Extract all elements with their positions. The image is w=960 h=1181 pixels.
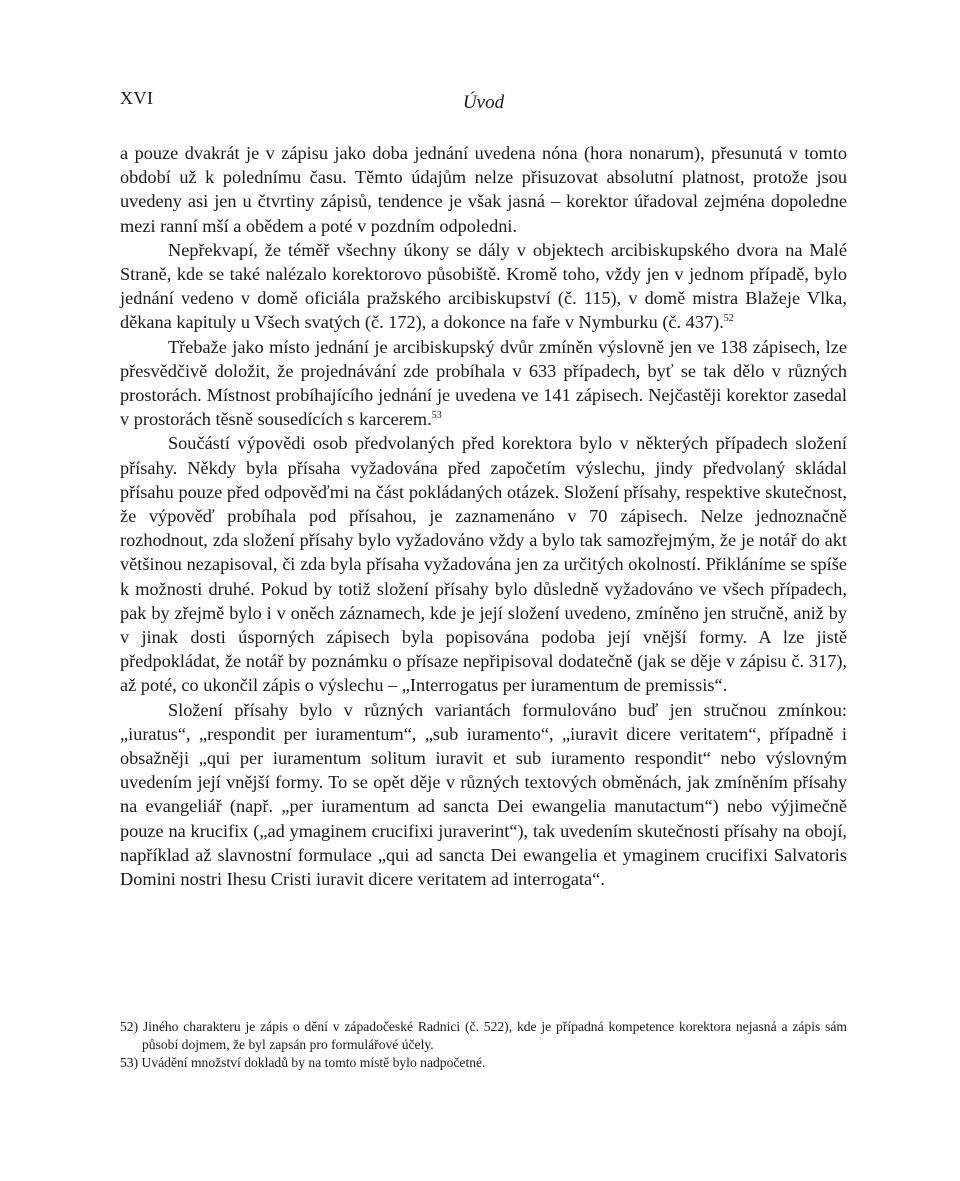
paragraph	[120, 431, 847, 697]
paragraph-text: a pouze dvakrát je v zápisu jako doba jednání uvedena nóna (hora nonarum), přesunutá v tomto období už k polednímu času. Těmto údajům nelze přisuzovat absolutní platnost, protože jsou uvedeny asi jen u čtvrtiny zápisů, tendence je však jasná – korektor úřadoval zejména dopoledne mezi ranní mší a obědem a poté v pozdním odpoledni.	[120, 143, 847, 236]
footnote-reference[interactable]: 53	[431, 410, 442, 422]
footnote: 52) Jiného charakteru je zápis o dění v západočeské Radnici (č. 522), kde je případná kompetence korektora nejasná a zápis sám působí dojmem, že byl zapsán pro formulářové účely.	[120, 1019, 847, 1052]
footnote: 53) Uvádění množství dokladů by na tomto místě bylo nadpočetné.	[120, 1055, 486, 1070]
footnote-reference[interactable]: 52	[723, 313, 734, 325]
paragraph-text: Složení přísahy bylo v různých variantách formulováno buď jen stručnou zmínkou: „iuratus“, „respondit per iuramentum“, „sub iuramento“, „iuravit dicere veritatem“, případně i obsažněji „qui per iuramentum solitum iuravit et sub iuramento respondit“ nebo výslovným uvedením její vnější formy. To se opět děje v různých textových obměnách, jak zmíněním přísahy na evangeliář (např. „per iuramentum ad sancta Dei ewangelia manutactum“) nebo výjimečně pouze na krucifix („ad ymaginem crucifixi juraverint“), tak uvedením skutečnosti přísahy na obojí, například až slavnostní formulace „qui ad sancta Dei ewangelia et ymaginem crucifixi Salvatoris Domini nostri Ihesu Cristi iuravit dicere veritatem ad interrogata“.	[120, 699, 847, 890]
page-header	[120, 88, 847, 118]
footnotes	[120, 1018, 847, 1072]
running-title: Úvod	[462, 92, 505, 113]
page-number: XVI	[120, 88, 154, 108]
paragraph-text: Třebaže jako místo jednání je arcibiskupský dvůr zmíněn výslovně jen ve 138 zápisech, lze přesvědčivě doložit, že projednávání zde probíhala v 633 případech, byť se tak dělo v různých prostorách. Místnost probíhajícího jednání je uvedena ve 141 zápisech. Nejčastěji korektor zasedal v prostorách těsně sousedících s karcerem.	[120, 336, 847, 430]
paragraph	[120, 141, 847, 238]
main-text	[120, 141, 847, 891]
paragraph	[120, 698, 847, 892]
paragraph	[120, 238, 847, 335]
paragraph	[120, 335, 847, 432]
paragraph-text: Nepřekvapí, že téměř všechny úkony se dály v objektech arcibiskupského dvora na Malé Straně, kde se také nalézalo korektorovo působiště. Kromě toho, vždy jen v jednom případě, bylo jednání vedeno v domě oficiála pražského arcibiskupství (č. 115), v domě mistra Blažeje Vlka, děkana kapituly u Všech svatých (č. 172), a dokonce na faře v Nymburku (č. 437).	[120, 239, 847, 333]
paragraph-text: Součástí výpovědi osob předvolaných před korektora bylo v některých případech složení přísahy. Někdy byla přísaha vyžadována před započetím výslechu, jindy předvolaný skládal přísahu pouze před odpověďmi na část pokládaných otázek. Složení přísahy, respektive skutečnost, že výpověď probíhala pod přísahou, je zaznamenáno v 70 zápisech. Nelze jednoznačně rozhodnout, zda složení přísahy bylo vyžadováno vždy a bylo tak samozřejmým, že je notář do akt většinou nezapisoval, či zda byla přísaha vyžadována jen za určitých okolností. Přikláníme se spíše k možnosti druhé. Pokud by totiž složení přísahy bylo důsledně vyžadováno ve všech případech, pak by zřejmě bylo i v oněch záznamech, kde je její složení uvedeno, zmíněno jen stručně, aniž by v jinak dosti úsporných zápisech byla popisována podoba její vnější formy. A lze jistě předpokládat, že notář by poznámku o přísaze nepřipisoval dodatečně (jak se děje v zápisu č. 317), až poté, co ukončil zápis o výslechu – „Interrogatus per iuramentum de premissis“.	[120, 433, 847, 696]
